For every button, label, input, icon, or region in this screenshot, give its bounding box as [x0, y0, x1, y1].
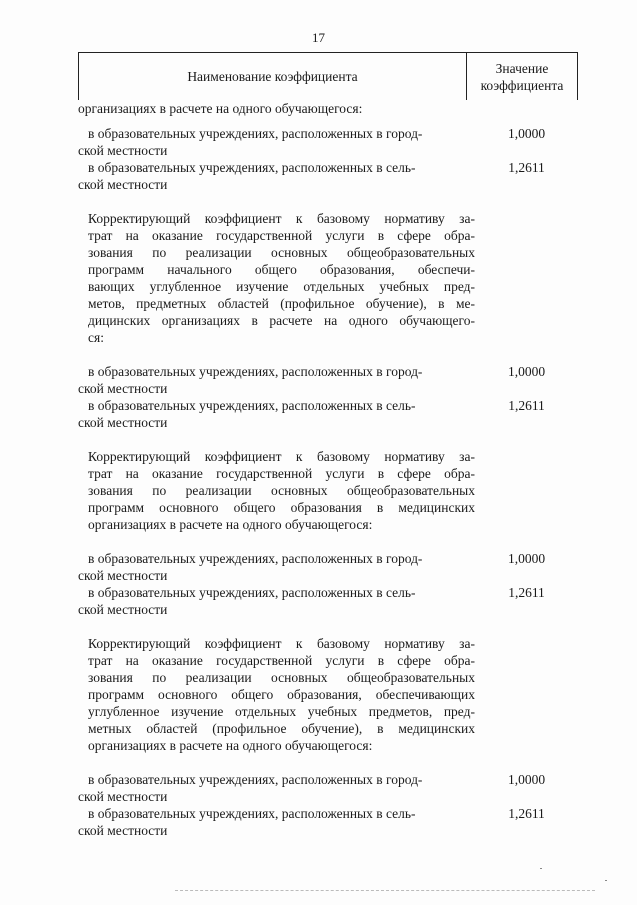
- row-label-line: в образовательных учреждениях, расположенных в город-: [88, 772, 423, 787]
- row-label: [78, 125, 465, 159]
- coefficient-row-rural: [78, 397, 578, 431]
- row-label-line: ской местности: [78, 381, 168, 396]
- coefficient-description: [78, 210, 475, 346]
- row-label-line: в образовательных учреждениях, расположенных в сель-: [88, 585, 416, 600]
- description-line: программ основного общего образования, обеспечивающих: [88, 687, 475, 702]
- column-header-name: Наименование коэффициента: [79, 53, 467, 100]
- coefficient-value: 1,0000: [507, 772, 546, 787]
- description-line: метных областей (профильное обучение), в медицинских: [88, 721, 475, 736]
- coefficient-value: 1,2611: [508, 585, 545, 600]
- coefficient-row-rural: [78, 159, 578, 193]
- coefficient-value: 1,2611: [508, 806, 545, 821]
- row-label-line: ской местности: [78, 177, 168, 192]
- description-line: Корректирующий коэффициент к базовому нормативу за-: [88, 211, 475, 226]
- description-line: организациях в расчете на одного обучающегося:: [88, 517, 373, 532]
- row-label-line: ской местности: [78, 789, 168, 804]
- row-label-line: в образовательных учреждениях, расположенных в сель-: [88, 806, 416, 821]
- description-line: трат на оказание государственной услуги в сфере обра-: [88, 228, 475, 243]
- row-label: [78, 771, 465, 805]
- row-label-line: в образовательных учреждениях, расположенных в сель-: [88, 160, 416, 175]
- description-line: углубленное изучение отдельных учебных предметов, пред-: [88, 704, 475, 719]
- description-line: метов, предметных областей (профильное обучение), в ме-: [88, 296, 475, 311]
- row-label-line: ской местности: [78, 143, 168, 158]
- coefficient-description: [78, 635, 475, 754]
- description-line: дицинских организациях в расчете на одного обучающего-: [88, 313, 475, 328]
- column-header-value-line1: Значение: [495, 60, 549, 76]
- column-header-value-line2: коэффициента: [480, 77, 564, 93]
- row-label: [78, 397, 465, 431]
- scan-edge-line: [175, 890, 595, 891]
- description-line: трат на оказание государственной услуги в сфере обра-: [88, 653, 475, 668]
- row-label-line: ской местности: [78, 823, 168, 838]
- document-body: [78, 100, 578, 839]
- coefficient-description: [78, 448, 475, 533]
- coefficient-row-urban: [78, 363, 578, 397]
- row-label-line: в образовательных учреждениях, расположенных в город-: [88, 126, 423, 141]
- description-line: вающих углубленное изучение отдельных учебных пред-: [88, 279, 475, 294]
- description-line: зования по реализации основных общеобразовательных: [88, 670, 475, 685]
- coefficient-value: 1,2611: [508, 398, 545, 413]
- description-line: трат на оказание государственной услуги в сфере обра-: [88, 466, 475, 481]
- description-line: Корректирующий коэффициент к базовому нормативу за-: [88, 636, 475, 651]
- intro-line: организациях в расчете на одного обучающегося:: [78, 101, 363, 116]
- row-label-line: ской местности: [78, 415, 168, 430]
- row-label-line: ской местности: [78, 602, 168, 617]
- description-line: программ начального общего образования, обеспечи-: [88, 262, 475, 277]
- row-label: [78, 363, 465, 397]
- row-label-line: в образовательных учреждениях, расположенных в сель-: [88, 398, 416, 413]
- coefficient-row-urban: [78, 125, 578, 159]
- coefficient-row-urban: [78, 771, 578, 805]
- description-line: программ основного общего образования в медицинских: [88, 500, 475, 515]
- description-line: зования по реализации основных общеобразовательных: [88, 483, 475, 498]
- column-header-value: [467, 53, 577, 100]
- description-line: организациях в расчете на одного обучающегося:: [88, 738, 373, 753]
- coefficient-value: 1,2611: [508, 160, 545, 175]
- row-label: [78, 550, 465, 584]
- scan-speck: [605, 880, 607, 881]
- row-label-line: ской местности: [78, 568, 168, 583]
- coefficient-row-rural: [78, 805, 578, 839]
- coefficient-value: 1,0000: [507, 551, 546, 566]
- row-label-line: в образовательных учреждениях, расположенных в город-: [88, 364, 423, 379]
- coefficient-value: 1,0000: [507, 126, 546, 141]
- description-line: зования по реализации основных общеобразовательных: [88, 245, 475, 260]
- coefficient-value: 1,0000: [507, 364, 546, 379]
- description-line: Корректирующий коэффициент к базовому нормативу за-: [88, 449, 475, 464]
- scan-speck: [540, 868, 542, 869]
- coefficient-row-rural: [78, 584, 578, 618]
- row-label-line: в образовательных учреждениях, расположенных в город-: [88, 551, 423, 566]
- coefficient-row-urban: [78, 550, 578, 584]
- row-label: [78, 584, 465, 618]
- description-line: ся:: [88, 330, 104, 345]
- table-header: [78, 52, 578, 100]
- row-label: [78, 805, 465, 839]
- page-number: 17: [312, 30, 325, 45]
- row-label: [78, 159, 465, 193]
